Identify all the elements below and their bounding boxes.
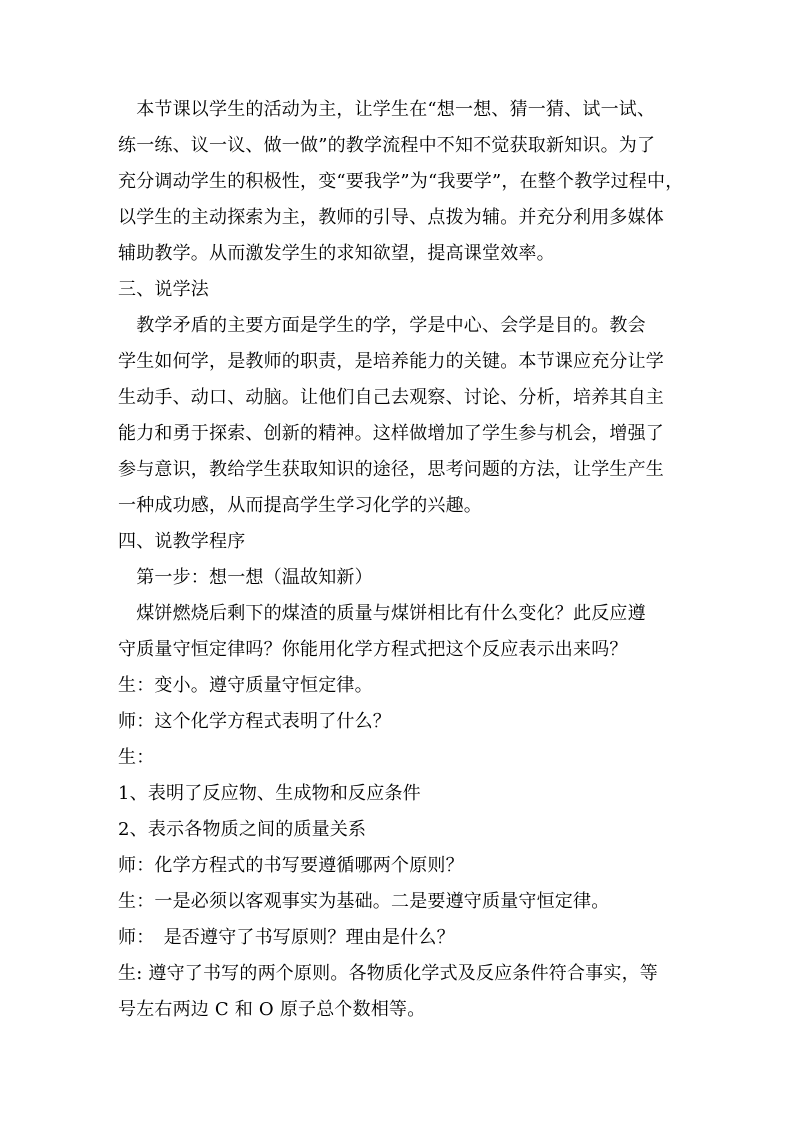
list-item: 2、表示各物质之间的质量关系 [118, 819, 367, 840]
dialogue-line: 师： 是否遵守了书写原则？理由是什么？ [118, 927, 455, 948]
dialogue-line: 生：一是必须以客观事实为基础。二是要遵守质量守恒定律。 [118, 891, 610, 912]
text-line: 辅助教学。从而激发学生的求知欲望，提高课堂效率。 [118, 243, 555, 264]
text-line: 本节课以学生的活动为主，让学生在“想一想、猜一猜、试一试、 [118, 99, 656, 120]
step-heading: 第一步：想一想（温故知新） [118, 567, 373, 588]
text-line: 一种成功感，从而提高学生学习化学的兴趣。 [118, 495, 482, 516]
dialogue-line: 生：变小。遵守质量守恒定律。 [118, 675, 373, 696]
dialogue-line: 生： [118, 747, 155, 768]
text-line: 守质量守恒定律吗？你能用化学方程式把这个反应表示出来吗？ [118, 639, 628, 660]
text-line: 参与意识，教给学生获取知识的途径，思考问题的方法，让学生产生 [118, 459, 664, 480]
text-line: 学生如何学，是教师的职责，是培养能力的关键。本节课应充分让学 [118, 351, 664, 372]
dialogue-line: 师：化学方程式的书写要遵循哪两个原则？ [118, 855, 464, 876]
document-page [118, 92, 684, 1028]
text-line: 教学矛盾的主要方面是学生的学，学是中心、会学是目的。教会 [118, 315, 646, 336]
section-heading: 三、说学法 [118, 279, 209, 300]
text-line: 充分调动学生的积极性，变“要我学”为“我要学”，在整个教学过程中， [118, 171, 684, 192]
text-line: 练一练、议一议、做一做”的教学流程中不知不觉获取新知识。为了 [118, 135, 656, 156]
dialogue-line: 师：这个化学方程式表明了什么？ [118, 711, 391, 732]
list-item: 1、表明了反应物、生成物和反应条件 [118, 783, 421, 804]
text-line: 煤饼燃烧后剩下的煤渣的质量与煤饼相比有什么变化？此反应遵 [118, 603, 646, 624]
text-line: 号左右两边 C 和 O 原子总个数相等。 [118, 999, 426, 1020]
text-line: 生动手、动口、动脑。让他们自己去观察、讨论、分析，培养其自主 [118, 387, 664, 408]
section-heading: 四、说教学程序 [118, 531, 246, 552]
text-line: 以学生的主动探索为主，教师的引导、点拨为辅。并充分利用多媒体 [118, 207, 664, 228]
text-line: 能力和勇于探索、创新的精神。这样做增加了学生参与机会，增强了 [118, 423, 664, 444]
dialogue-line: 生: 遵守了书写的两个原则。各物质化学式及反应条件符合事实，等 [118, 963, 658, 984]
